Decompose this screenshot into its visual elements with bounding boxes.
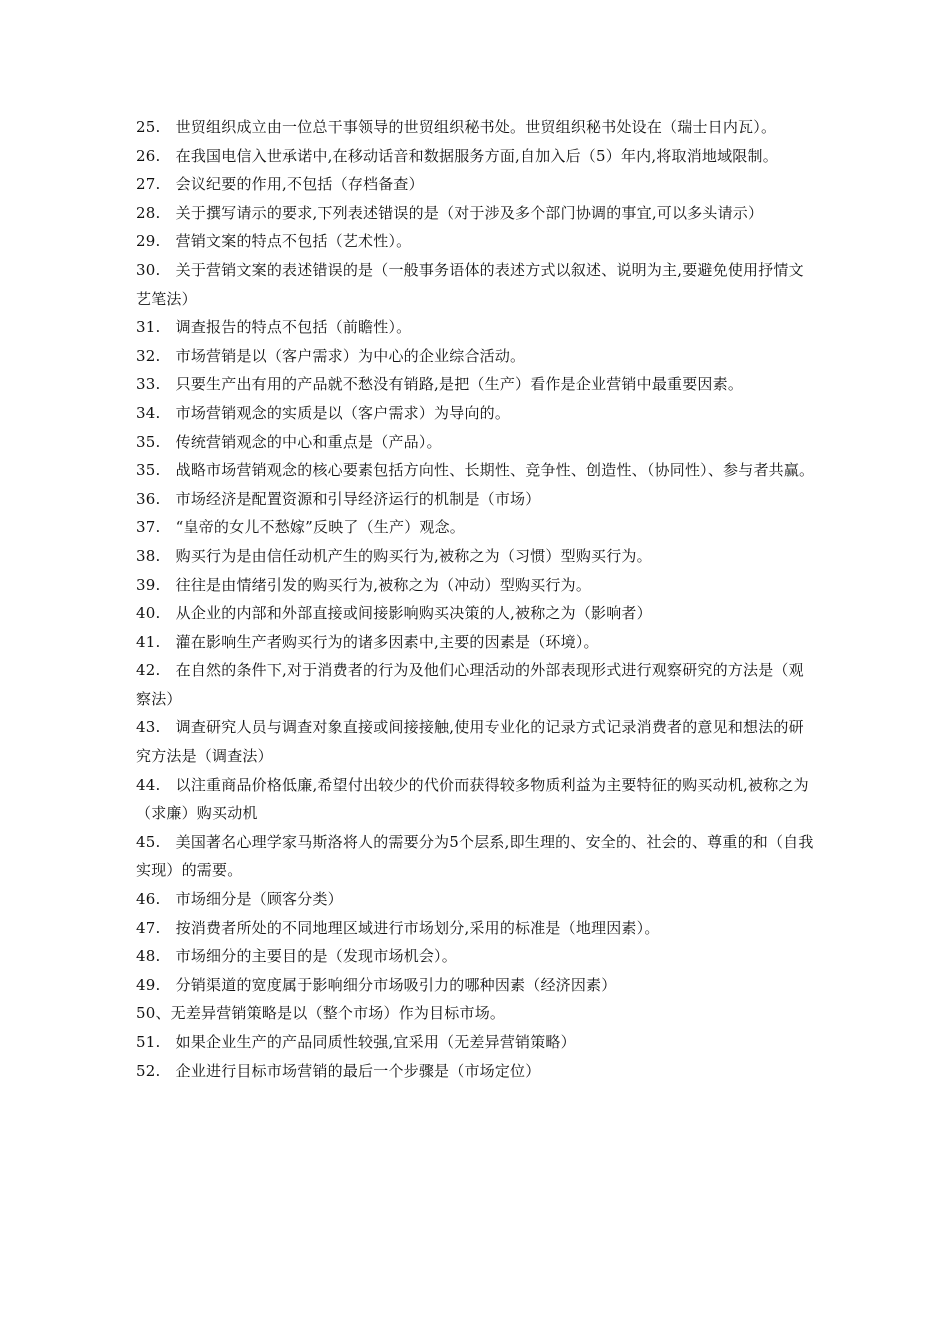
list-item: 47. 按消费者所处的不同地理区域进行市场划分,采用的标准是（地理因素）。 [136,918,660,937]
list-item: 27. 会议纪要的作用,不包括（存档备查） [136,175,424,194]
list-item: 31. 调查报告的特点不包括（前瞻性）。 [136,318,412,337]
list-item: 46. 市场细分是（顾客分类） [136,890,343,909]
list-item: 25. 世贸组织成立由一位总干事领导的世贸组织秘书处。世贸组织秘书处设在（瑞士日内瓦）。 [136,118,777,136]
list-item: 32. 市场营销是以（客户需求）为中心的企业综合活动。 [136,346,526,365]
list-item: 39. 往往是由情绪引发的购买行为,被称之为（冲动）型购买行为。 [136,575,592,594]
list-item: 40. 从企业的内部和外部直接或间接影响购买决策的人,被称之为（影响者） [136,604,652,623]
list-item: 38. 购买行为是由信任动机产生的购买行为,被称之为（习惯）型购买行为。 [136,546,652,565]
document-body [136,113,816,1085]
list-item: 48. 市场细分的主要目的是（发现市场机会）。 [136,947,457,966]
list-item: 37. “皇帝的女儿不愁嫁”反映了（生产）观念。 [136,518,465,537]
list-item: 41. 灌在影响生产者购买行为的诸多因素中,主要的因素是（环境）。 [136,632,599,651]
list-item: 33. 只要生产出有用的产品就不愁没有销路,是把（生产）看作是企业营销中最重要因素。 [136,375,744,394]
list-item: 45. 美国著名心理学家马斯洛将人的需要分为5个层系,即生理的、安全的、社会的、尊重的和（自我实现）的需要。 [136,832,814,880]
list-item: 29. 营销文案的特点不包括（艺术性）。 [136,232,412,251]
list-item: 35. 传统营销观念的中心和重点是（产品）。 [136,432,442,451]
list-item: 52. 企业进行目标市场营销的最后一个步骤是（市场定位） [136,1061,541,1080]
list-item: 34. 市场营销观念的实质是以（客户需求）为导向的。 [136,403,511,422]
list-item: 44. 以注重商品价格低廉,希望付出较少的代价而获得较多物质利益为主要特征的购买动机,被称之为（求廉）购买动机 [136,775,809,823]
list-item: 28. 关于撰写请示的要求,下列表述错误的是（对于涉及多个部门协调的事宜,可以多头请示） [136,203,764,222]
list-item: 42. 在自然的条件下,对于消费者的行为及他们心理活动的外部表现形式进行观察研究的方法是（观察法） [136,661,804,708]
list-item: 51. 如果企业生产的产品同质性较强,宜采用（无差异营销策略） [136,1033,576,1051]
list-item: 43. 调查研究人员与调查对象直接或间接接触,使用专业化的记录方式记录消费者的意见和想法的研究方法是（调查法） [136,718,804,766]
list-item: 30. 关于营销文案的表述错误的是（一般事务语体的表述方式以叙述、说明为主,要避免使用抒情文艺笔法） [136,260,804,308]
list-item: 49. 分销渠道的宽度属于影响细分市场吸引力的哪种因素（经济因素） [136,975,617,994]
list-item: 50、无差异营销策略是以（整个市场）作为目标市场。 [136,1004,506,1023]
list-item: 26. 在我国电信入世承诺中,在移动话音和数据服务方面,自加入后（5）年内,将取消地域限制。 [136,146,778,165]
list-item: 35. 战略市场营销观念的核心要素包括方向性、长期性、竞争性、创造性、（协同性）、参与者共赢。 [136,461,815,480]
list-item: 36. 市场经济是配置资源和引导经济运行的机制是（市场） [136,489,541,508]
